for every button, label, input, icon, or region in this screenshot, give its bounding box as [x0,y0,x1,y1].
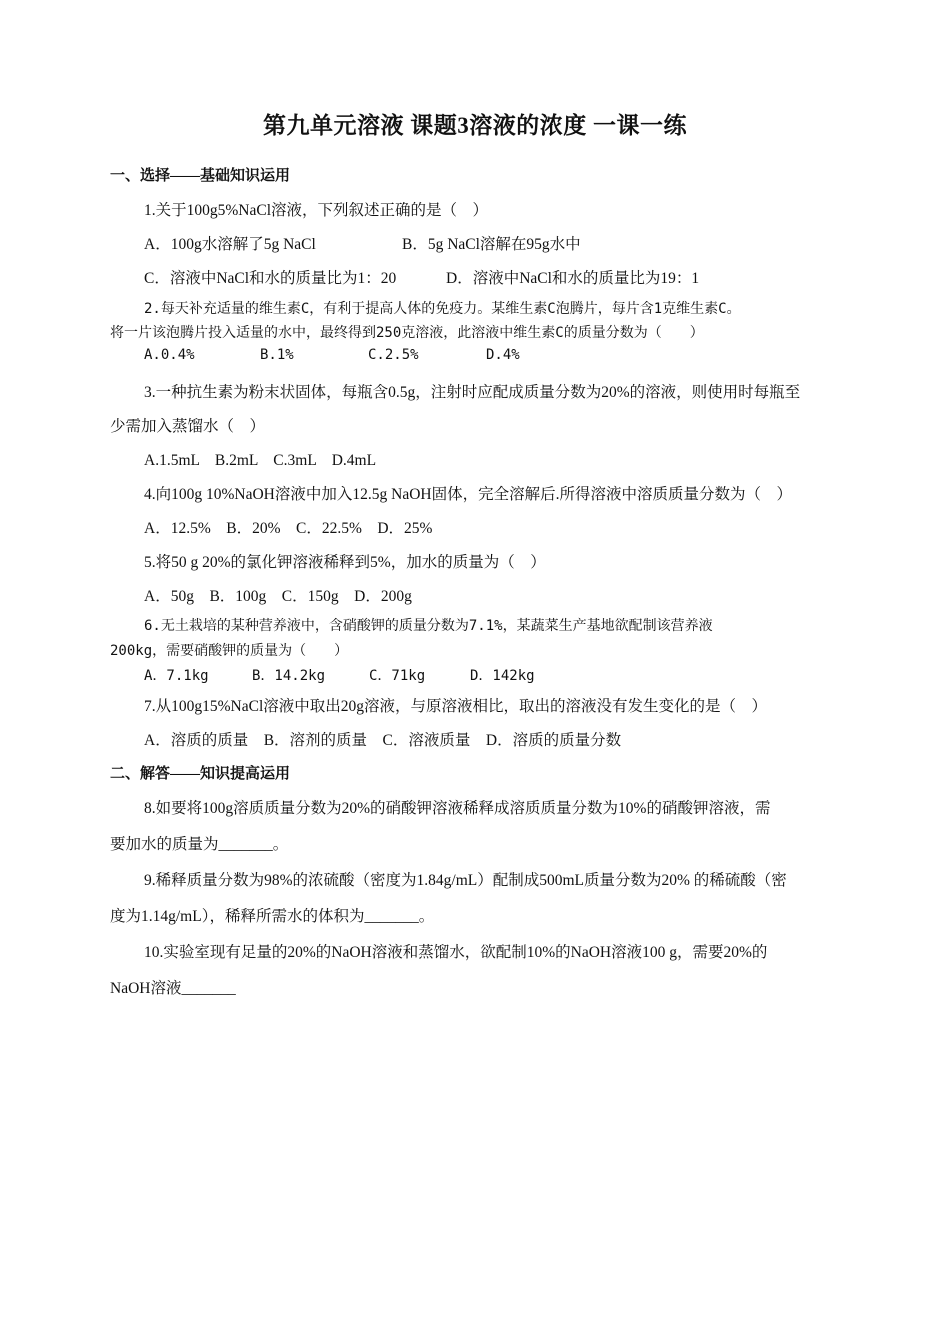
question-10-stem-cont: NaOH溶液_______ [110,980,236,997]
question-2-option-b: B.1% [260,347,294,363]
question-1-option-d: D．溶液中NaCl和水的质量比为19：1 [446,270,700,287]
question-4-stem: 4.向100g 10%NaOH溶液中加入12.5g NaOH固体，完全溶解后.所得溶液中溶质质量分数为（ ） [144,486,792,503]
question-6-option-d: D．142kg [470,668,535,684]
question-9-stem-cont: 度为1.14g/mL），稀释所需水的体积为_______。 [110,908,435,925]
question-7-stem: 7.从100g15%NaCl溶液中取出20g溶液，与原溶液相比，取出的溶液没有发生变化的是（ ） [144,698,768,715]
question-3-stem: 3.一种抗生素为粉末状固体，每瓶含0.5g，注射时应配成质量分数为20%的溶液，则使用时每瓶至 [144,384,801,401]
question-7-options: A．溶质的质量 B．溶剂的质量 C．溶液质量 D．溶质的质量分数 [144,732,622,749]
question-1-option-b: B．5g NaCl溶解在95g水中 [402,236,581,253]
question-3-options: A.1.5mL B.2mL C.3mL D.4mL [144,452,377,469]
question-2-stem: 2.每天补充适量的维生素C，有利于提高人体的免疫力。某维生素C泡腾片，每片含1克维生素C。 [144,301,741,317]
question-10-stem: 10.实验室现有足量的20%的NaOH溶液和蒸馏水，欲配制10%的NaOH溶液100 g，需要20%的 [144,944,768,961]
question-1-options-row2 [144,266,699,288]
question-1-stem: 1.关于100g5%NaCl溶液，下列叙述正确的是（ ） [144,202,489,219]
question-8-stem-cont: 要加水的质量为_______。 [110,836,289,853]
question-4-options: A．12.5% B．20% C．22.5% D．25% [144,520,433,537]
question-2-stem-cont: 将一片该泡腾片投入适量的水中，最终得到250克溶液，此溶液中维生素C的质量分数为（ ） [110,325,704,341]
question-9-stem: 9.稀释质量分数为98%的浓硫酸（密度为1.84g/mL）配制成500mL质量分数为20% 的稀硫酸（密 [144,872,787,889]
question-2-option-c: C.2.5% [368,347,419,363]
question-6-option-b: B．14.2kg [252,668,326,684]
section-heading-answer: 二、解答——知识提高运用 [110,766,291,782]
question-2-option-a: A.0.4% [144,347,195,363]
question-6-option-a: A．7.1kg [144,668,209,684]
question-5-options: A．50g B．100g C．150g D．200g [144,588,412,605]
question-6-options [144,665,535,685]
question-5-stem: 5.将50 g 20%的氯化钾溶液稀释到5%，加水的质量为（ ） [144,554,546,571]
question-1-option-c: C．溶液中NaCl和水的质量比为1：20 [144,270,397,287]
question-2-option-d: D.4% [486,347,520,363]
question-3-stem-cont: 少需加入蒸馏水（ ） [110,418,266,435]
question-1-option-a: A．100g水溶解了5g NaCl [144,236,316,253]
question-6-option-c: C．71kg [369,668,426,684]
question-8-stem: 8.如要将100g溶质质量分数为20%的硝酸钾溶液稀释成溶质质量分数为10%的硝酸钾溶液，需 [144,800,771,817]
section-heading-choice: 一、选择——基础知识运用 [110,168,291,184]
question-6-stem: 6.无土栽培的某种营养液中，含硝酸钾的质量分数为7.1%，某蔬菜生产基地欲配制该营养液 [144,618,713,634]
question-1-options-row1 [144,232,581,254]
question-6-stem-cont: 200kg，需要硝酸钾的质量为（ ） [110,643,349,659]
question-2-options [144,347,520,363]
page-title: 第九单元溶液 课题3溶液的浓度 一课一练 [263,113,687,138]
